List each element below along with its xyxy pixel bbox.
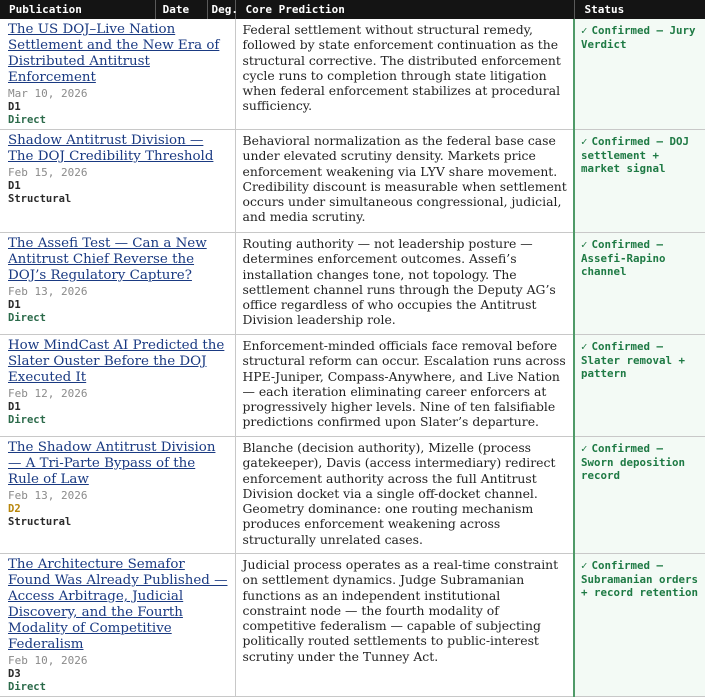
prediction-type-label: Structural	[8, 193, 72, 205]
status-cell	[574, 19, 705, 130]
check-icon: ✓	[581, 340, 588, 353]
publication-date: Feb 10, 2026	[8, 654, 88, 667]
core-prediction-text: Behavioral normalization as the federal base case under elevated scrutiny density. Markets price enforcement weakening via LYV share movement. Credibility discount is measurable when settlement occurs under simultaneous congressional, judicial, and media scrutiny.	[242, 133, 567, 225]
degree-column-header: Deg.	[211, 3, 238, 16]
publication-cell	[0, 437, 235, 554]
publication-date: Mar 10, 2026	[8, 87, 88, 100]
table-row	[0, 233, 705, 335]
degree-badge: D2	[8, 503, 21, 515]
core-prediction-text: Blanche (decision authority), Mizelle (process gatekeeper), Davis (access intermediary) redirect enforcement authority across the full Antitrust Division docket via a single off-docket channel. Geometry dominance: one routing mechanism produces enforcement weakening across structurally unrelated cases.	[242, 440, 556, 547]
table-header-row	[0, 0, 705, 19]
status-label: Confirmed — Assefi-Rapino channel	[581, 238, 666, 278]
check-icon: ✓	[581, 24, 588, 37]
status-text	[581, 340, 701, 381]
core-prediction-cell	[235, 130, 574, 233]
table-row	[0, 19, 705, 130]
core-prediction-cell	[235, 437, 574, 554]
publication-cell	[0, 19, 235, 130]
core-prediction-text: Enforcement-minded officials face removal before structural reform can occur. Escalation runs across HPE-Juniper, Compass-Anywhere, and Live Nation — each iteration eliminating career enforcers at progressively higher levels. Nine of ten falsifiable predictions confirmed upon Slater’s departure.	[242, 338, 566, 430]
publication-cell	[0, 554, 235, 697]
status-label: Confirmed — Jury Verdict	[581, 24, 696, 51]
publication-title-link[interactable]: The Architecture Semafor Found Was Already Published — Access Arbitrage, Judicial Discovery, and the Fourth Modality of Competitive Federalism	[8, 557, 228, 652]
table-row	[0, 130, 705, 233]
status-cell	[574, 554, 705, 697]
status-text	[581, 559, 701, 600]
degree-badge: D1	[8, 401, 21, 413]
status-text	[581, 135, 701, 176]
degree-badge: D1	[8, 180, 21, 192]
publication-title-link[interactable]: The US DOJ–Live Nation Settlement and the New Era of Distributed Antitrust Enforcement	[8, 22, 220, 85]
status-cell	[574, 335, 705, 437]
date-column-header: Date	[156, 0, 208, 19]
degree-badge: D1	[8, 101, 21, 113]
publication-title-link[interactable]: The Assefi Test — Can a New Antitrust Chief Reverse the DOJ’s Regulatory Capture?	[8, 236, 207, 283]
core-prediction-cell	[235, 233, 574, 335]
status-label: Confirmed — DOJ settlement + market signal	[581, 135, 690, 175]
core-prediction-text: Routing authority — not leadership posture — determines enforcement outcomes. Assefi’s installation changes tone, not topology. The settlement channel runs through the Deputy AG’s office regardless of who occupies the Antitrust Division leadership role.	[242, 236, 556, 328]
prediction-type-label: Direct	[8, 114, 46, 126]
table-row	[0, 437, 705, 554]
publication-column-header: Publication	[0, 0, 156, 19]
status-label: Confirmed — Subramanian orders + record retention	[581, 559, 699, 599]
status-cell	[574, 233, 705, 335]
core-prediction-cell	[235, 19, 574, 130]
prediction-type-label: Direct	[8, 414, 46, 426]
prediction-type-label: Structural	[8, 516, 72, 528]
publication-date: Feb 12, 2026	[8, 387, 88, 400]
publication-header-cell	[0, 0, 238, 19]
core-prediction-text: Judicial process operates as a real-time constraint on settlement dynamics. Judge Subramanian functions as an independent institutional constraint node — the fourth modality of competitive federalism — capable of subjecting politically routed settlements to public-interest scrutiny under the Tunney Act.	[242, 557, 559, 664]
prediction-type-label: Direct	[8, 312, 46, 324]
publication-date: Feb 15, 2026	[8, 166, 88, 179]
core-prediction-column-header: Core Prediction	[235, 0, 574, 19]
prediction-type-label: Direct	[8, 681, 46, 693]
degree-badge: D1	[8, 299, 21, 311]
publication-title-link[interactable]: The Shadow Antitrust Division — A Tri-Parte Bypass of the Rule of Law	[8, 440, 216, 487]
check-icon: ✓	[581, 238, 588, 251]
status-text	[581, 238, 701, 279]
publication-date: Feb 13, 2026	[8, 489, 88, 502]
publication-title-link[interactable]: Shadow Antitrust Division — The DOJ Credibility Threshold	[8, 133, 214, 164]
status-label: Confirmed — Slater removal + pattern	[581, 340, 686, 380]
publication-cell	[0, 335, 235, 437]
table-row	[0, 335, 705, 437]
check-icon: ✓	[581, 559, 588, 572]
status-column-header: Status	[574, 0, 705, 19]
check-icon: ✓	[581, 135, 588, 148]
core-prediction-cell	[235, 335, 574, 437]
table-row	[0, 554, 705, 697]
publication-cell	[0, 130, 235, 233]
status-text	[581, 24, 701, 51]
core-prediction-text: Federal settlement without structural remedy, followed by state enforcement continuation as the structural corrective. The distributed enforcement cycle runs to completion through state litigation when federal enforcement stabilizes at procedural sufficiency.	[242, 22, 561, 114]
core-prediction-cell	[235, 554, 574, 697]
status-cell	[574, 437, 705, 554]
status-label: Confirmed — Sworn deposition record	[581, 442, 686, 482]
publication-date: Feb 13, 2026	[8, 285, 88, 298]
publication-title-link[interactable]: How MindCast AI Predicted the Slater Ouster Before the DOJ Executed It	[8, 338, 225, 385]
publication-cell	[0, 233, 235, 335]
status-text	[581, 442, 701, 483]
degree-badge: D3	[8, 668, 21, 680]
check-icon: ✓	[581, 442, 588, 455]
status-cell	[574, 130, 705, 233]
